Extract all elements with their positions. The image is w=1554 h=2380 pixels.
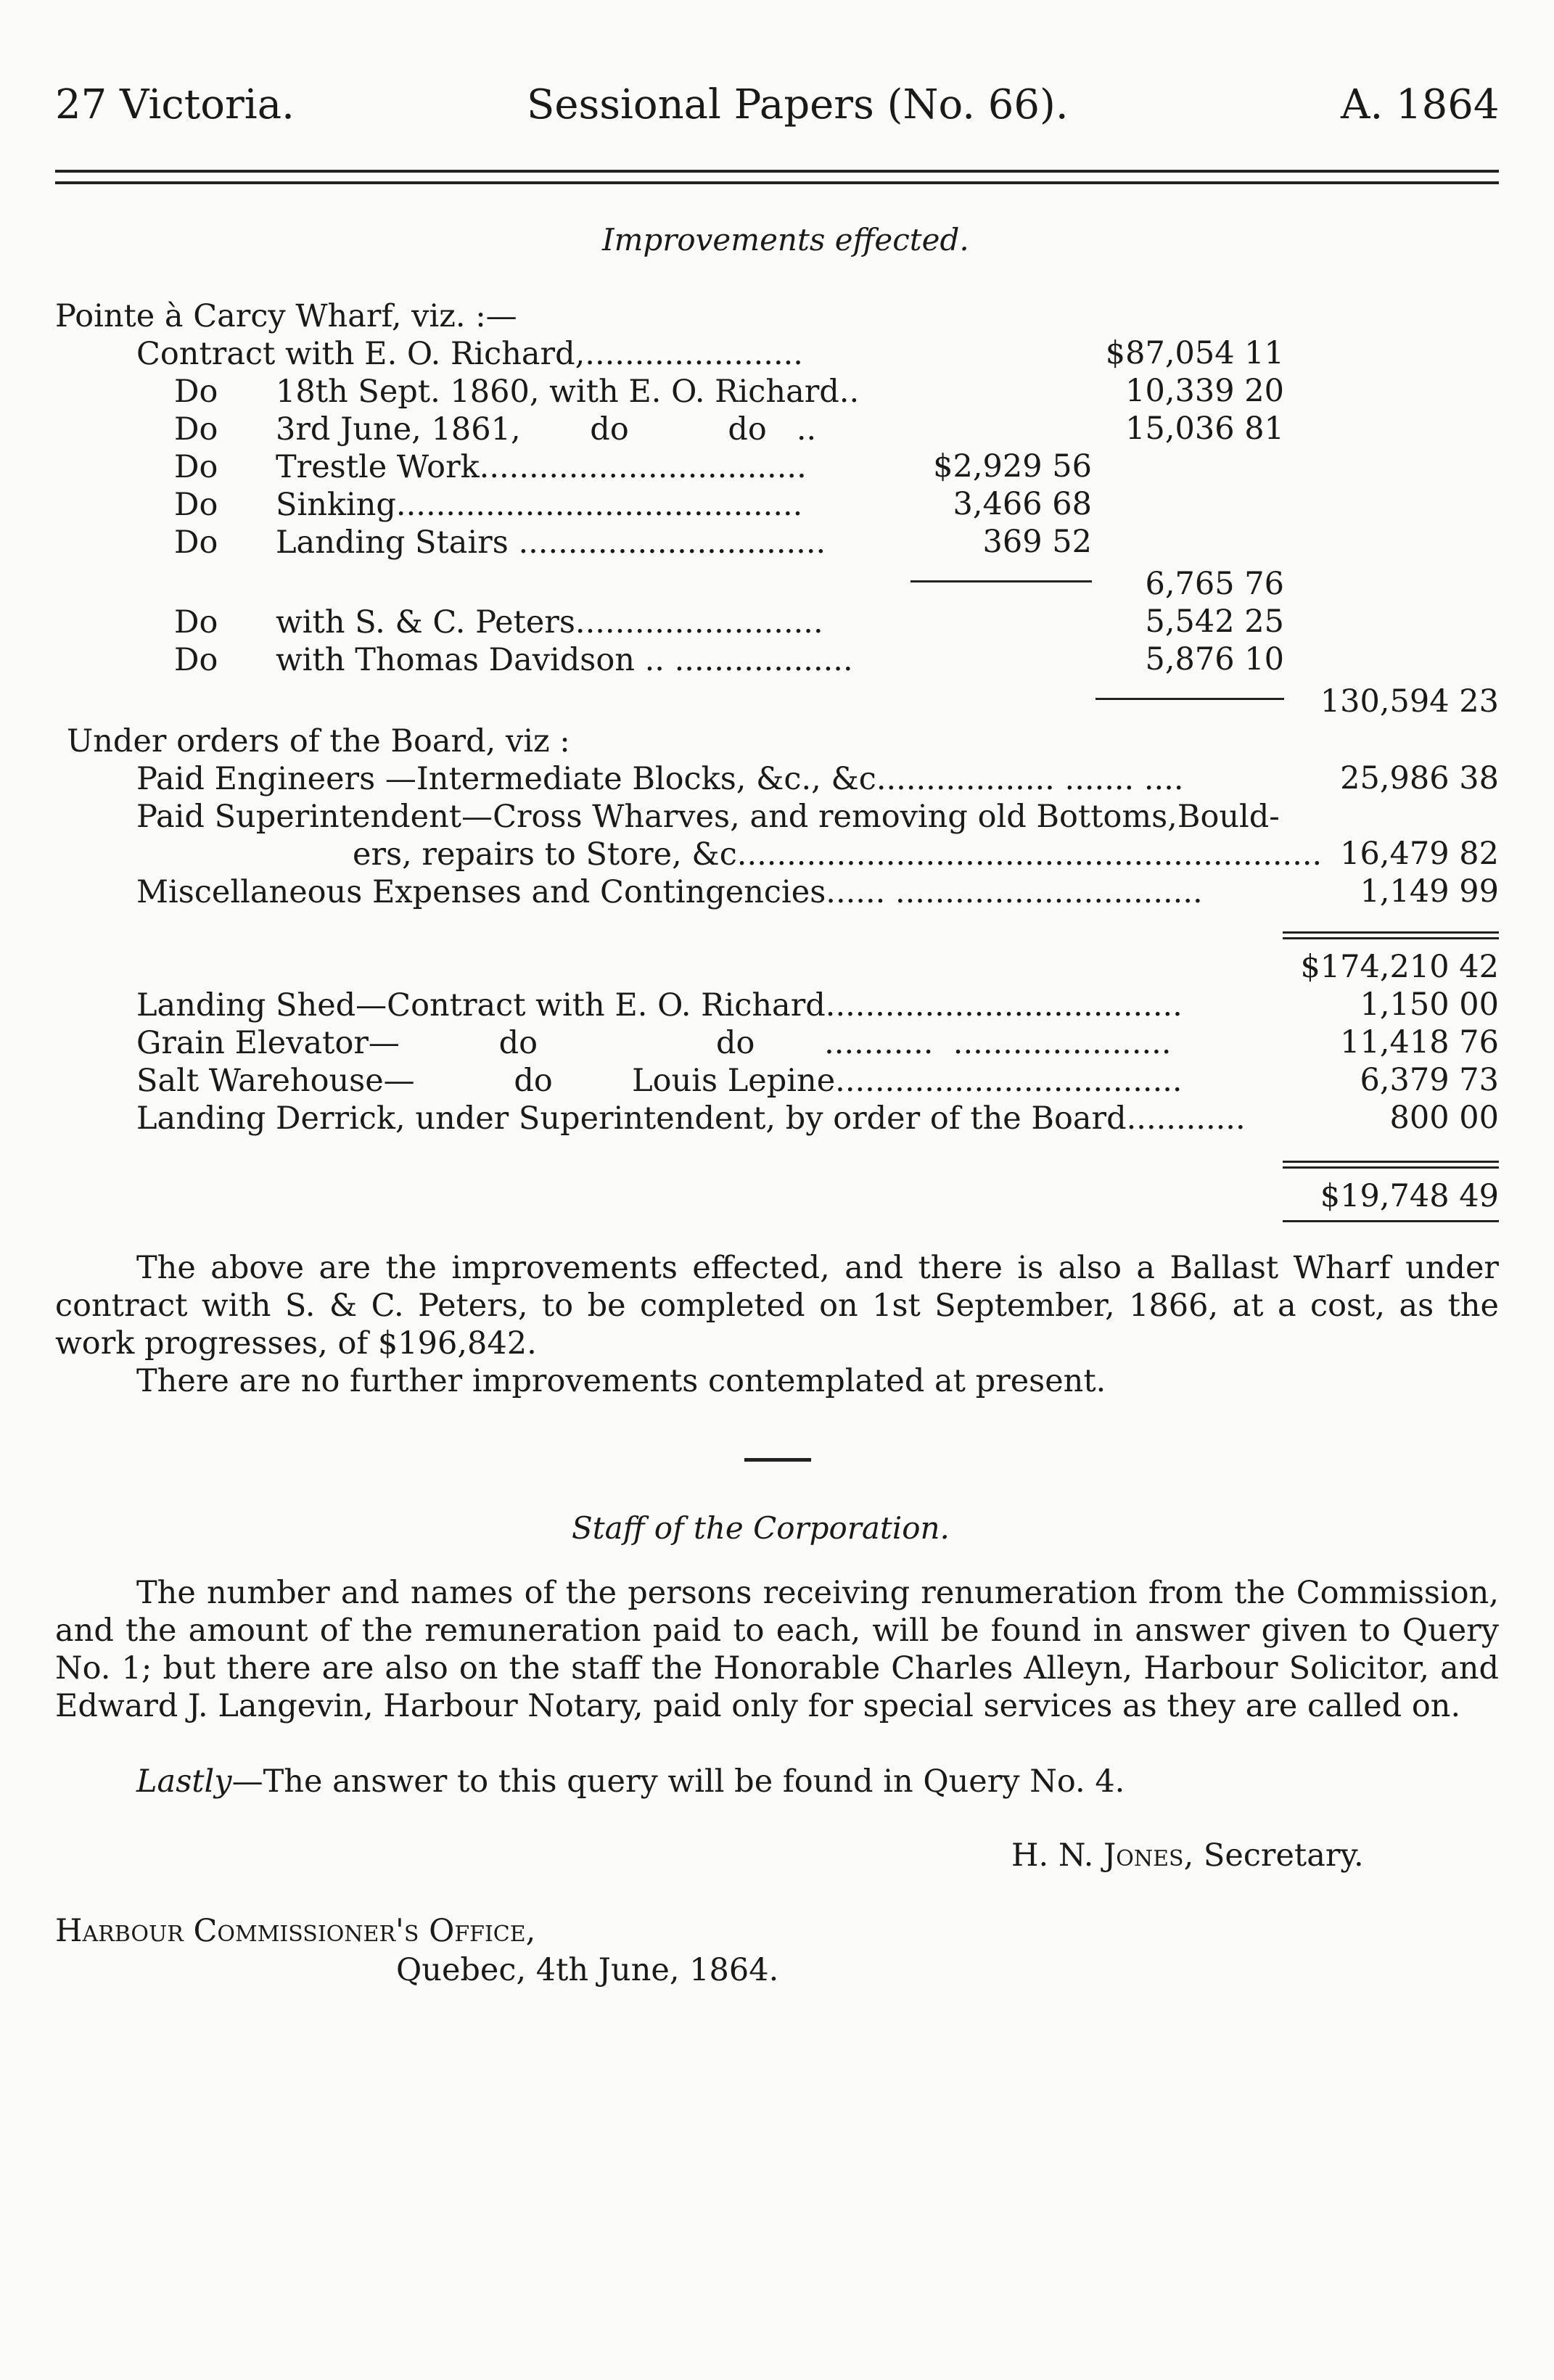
other-item-amount: 6,379 73 (1360, 1062, 1499, 1098)
header-rule-top (55, 170, 1499, 173)
row-subamount: $2,929 56 (933, 448, 1092, 485)
subtotal-rule (910, 580, 1092, 582)
improvements-paragraph-2: There are no further improvements contemplated at present. (136, 1363, 1106, 1399)
lastly-rest: —The answer to this query will be found in Query No. 4. (231, 1763, 1125, 1800)
other-item-amount: 11,418 76 (1340, 1024, 1499, 1061)
other-item-label: Salt Warehouse— do Louis Lepine................................... (136, 1063, 1183, 1099)
office-line-2: Quebec, 4th June, 1864. (396, 1952, 779, 1988)
board-item-amount: 16,479 82 (1340, 836, 1499, 872)
contract-amount: $87,054 11 (1105, 335, 1284, 371)
row-label: with Thomas Davidson .. .................. (276, 642, 853, 678)
row-label: Trestle Work................................. (276, 449, 807, 485)
subtotal-rule-b (1283, 937, 1499, 939)
office-line-1: Harbour Commissioner's Office, (55, 1913, 536, 1949)
section-divider (744, 1458, 811, 1462)
staff-title: Staff of the Corporation. (572, 1510, 950, 1546)
grand-subtotal: $174,210 42 (1300, 949, 1499, 985)
row-amount: 5,542 25 (1145, 604, 1284, 640)
do-label: Do (174, 411, 218, 448)
board-item-label: Paid Superintendent—Cross Wharves, and removing old Bottoms,Bould- (136, 799, 1280, 835)
board-heading: Under orders of the Board, viz : (67, 723, 570, 759)
row-label: Sinking......................................... (276, 487, 803, 523)
header-center: Sessional Papers (No. 66). (527, 81, 1069, 128)
other-item-amount: 800 00 (1389, 1100, 1499, 1136)
row-subamount: 369 52 (982, 524, 1092, 560)
header-left: 27 Victoria. (55, 81, 295, 128)
other-item-amount: 1,150 00 (1360, 987, 1499, 1023)
signature-name: H. N. Jones (1011, 1837, 1184, 1874)
do-label: Do (174, 374, 218, 410)
do-label: Do (174, 449, 218, 485)
improvements-paragraph: The above are the improvements effected, and there is also a Ballast Wharf under contract with S. & C. Peters, to be completed on 1st September, 1866, at a cost, as the work progresses, of $196,842. (55, 1250, 1499, 1362)
row-label: with S. & C. Peters......................... (276, 604, 823, 641)
pointe-heading: Pointe à Carcy Wharf, viz. :— (55, 298, 517, 334)
lastly-line (136, 1763, 1125, 1800)
other-item-label: Landing Shed—Contract with E. O. Richard.................................... (136, 987, 1183, 1024)
do-label: Do (174, 604, 218, 641)
contract-label: Contract with E. O. Richard,...................... (136, 336, 803, 372)
row-label: Landing Stairs ............................... (276, 524, 826, 561)
pointe-total-rule (1095, 698, 1284, 700)
board-item-amount: 1,149 99 (1360, 873, 1499, 910)
other-total-underline (1283, 1220, 1499, 1222)
signature-title: , Secretary. (1183, 1837, 1364, 1874)
board-item-label: ers, repairs to Store, &c........................................................... (353, 836, 1323, 873)
other-item-label: Landing Derrick, under Superintendent, by order of the Board............ (136, 1100, 1246, 1137)
board-item-label: Paid Engineers —Intermediate Blocks, &c., &c.................. ....... .... (136, 761, 1184, 797)
lastly-word: Lastly (136, 1763, 232, 1800)
header-right: A. 1864 (1341, 81, 1500, 128)
subtotal-rule-a (1283, 931, 1499, 934)
row-amount: 10,339 20 (1125, 373, 1284, 409)
stairs-subtotal: 6,765 76 (1145, 566, 1284, 602)
board-item-label: Miscellaneous Expenses and Contingencies...... ............................... (136, 874, 1203, 910)
other-total: $19,748 49 (1320, 1178, 1499, 1214)
signature (1011, 1837, 1364, 1874)
staff-paragraph: The number and names of the persons receiving renumeration from the Commission, and the amount of the remuneration paid to each, will be found in answer given to Query No. 1; but there are also on the staff the Honorable Charles Alleyn, Harbour Solicitor, and Edward J. Langevin, Harbour Notary, paid only for special services as they are called on. (55, 1575, 1499, 1724)
board-item-amount: 25,986 38 (1340, 760, 1499, 796)
row-label: 3rd June, 1861, do do .. (276, 411, 817, 448)
other-item-label: Grain Elevator— do do ........... ...................... (136, 1025, 1172, 1061)
row-subamount: 3,466 68 (953, 486, 1092, 522)
row-label: 18th Sept. 1860, with E. O. Richard.. (276, 374, 860, 410)
row-amount: 5,876 10 (1145, 641, 1284, 678)
do-label: Do (174, 487, 218, 523)
header-rule-bottom (55, 181, 1499, 184)
other-total-rule-a (1283, 1161, 1499, 1163)
row-amount: 15,036 81 (1125, 411, 1284, 447)
do-label: Do (174, 524, 218, 561)
pointe-total: 130,594 23 (1320, 683, 1499, 720)
other-total-rule-b (1283, 1166, 1499, 1169)
do-label: Do (174, 642, 218, 678)
improvements-title: Improvements effected. (602, 222, 969, 258)
